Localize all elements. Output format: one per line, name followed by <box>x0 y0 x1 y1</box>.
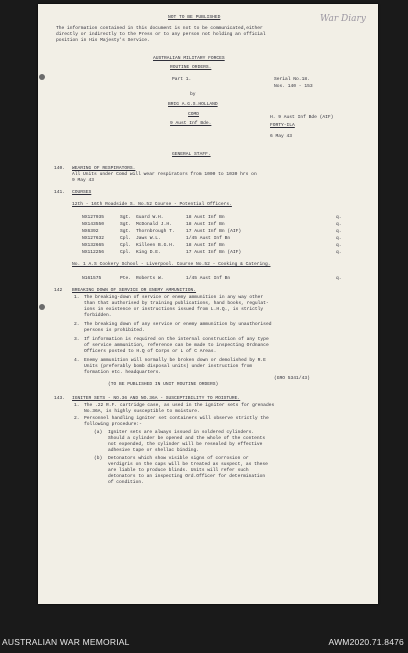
paragraph-line: Should a cylinder be opened and the whole of the contents <box>108 436 266 441</box>
part-label: Part 1. <box>172 77 192 82</box>
order-number: 142 <box>54 288 63 293</box>
paragraph-line: of condition. <box>108 480 144 485</box>
paragraph-line: If information is required on the internal construction of any type <box>84 337 269 342</box>
title-line: ROUTINE ORDERS. <box>170 65 212 70</box>
paragraph-line: persons is prohibited. <box>84 328 145 333</box>
paragraph-line: Officers posted to H.Q of Corps or L of C Areas. <box>84 349 217 354</box>
not-published-heading: NOT TO BE PUBLISHED <box>168 15 221 20</box>
order-date: 6 May 43 <box>270 134 293 139</box>
order-heading: WEARING OF RESPIRATORS. <box>72 166 136 171</box>
paragraph-line: are liable to produce blinds. Units will refer such <box>108 468 249 473</box>
commander-name: BRIG A.G.S.HOLLAND <box>168 102 218 107</box>
course-heading: No. 1 A.S Cookery School - Liverpool. Course No.52 - Cooking & Catering. <box>72 262 271 267</box>
archive-name: AUSTRALIAN WAR MEMORIAL <box>2 637 130 647</box>
paragraph-line: detonators to an inspecting Ord.Officer for determination <box>108 474 266 479</box>
order-text: All Units under Comd will wear respirators from 1000 to 1030 hrs on <box>72 172 257 177</box>
punch-hole <box>39 74 45 80</box>
brigade-name: 9 Aust Inf Bde. <box>170 121 212 126</box>
by-label: by <box>190 92 196 97</box>
locality: FORTY-ILA <box>270 123 295 128</box>
paragraph-line: formation etc. headquarters. <box>84 370 162 375</box>
paragraph-line: The .22 R.F. cartridge case, as used in the igniter sets for grenades <box>84 403 275 408</box>
notice-line: directly or indirectly to the Press or to any person not holding an official <box>56 32 266 37</box>
paragraph-line: forbidden. <box>84 313 112 318</box>
paragraph-line: of service ammunition, reference can be made to inspecting Ordnance <box>84 343 269 348</box>
order-numbers: Nos. 140 - 153 <box>274 84 313 89</box>
order-number: 140. <box>54 166 66 171</box>
course-heading: 12th - 16th Roadside S. No.52 Course - Potential Officers. <box>72 202 232 207</box>
handwritten-note: War Diary <box>320 14 366 24</box>
order-number: 143. <box>54 396 66 401</box>
paragraph-line: Personnel handling igniter set containers will observe strictly the <box>84 416 269 421</box>
order-heading: BREAKING DOWN OF SERVICE OR ENEMY AMMUNITION. <box>72 288 197 293</box>
serial-number: Serial No.18. <box>274 77 310 82</box>
paragraph-line: Units (preferably bomb disposal units) under instruction from <box>84 364 253 369</box>
paragraph-line: Igniter sets are always issued in soldered cylinders. <box>108 430 255 435</box>
archive-reference: AWM2020.71.8476 <box>328 637 404 647</box>
paragraph-line: following procedure:- <box>84 422 142 427</box>
order-heading: IGNITER SETS - NO.36 AND NO.36A - SUSCEPTIBILITY TO MOISTURE. <box>72 396 241 401</box>
punch-hole <box>39 304 45 310</box>
document-page: NOT TO BE PUBLISHED War Diary The information contained in this document is not to be communicated,either directly or indirectly to the Press or to any person not holding an official position in His Majesty's Service. AUSTRALIAN MILITARY FORCES ROUTINE ORDERS. Part 1. Serial No.18. Nos. 140 - 153 by BRIG A.G.S.HOLLAND COMD 9 Aust Inf Bde. H. 9 Aust Inf Bde (AIF) FORTY-ILA 6 May 43 GENERAL STAFF. 140. WEARING OF RESPIRATORS. All Units under Comd will wear respirators from 1000 to 1030 hrs on 9 May 43 141. COURSES 12th - 16th Roadside S. No.52 Course - Potential Officers. NX127935 Sgt. Guard W.H. 18 Aust Inf Bn q. NX143550 Sgt. McDonald J.H. 18 Aust Inf Bn q. NX6392 Sgt. Thornbrough T. 17 Aust Inf Bn (AIF) q. NX127632 Cpl. Jaws W.L. 1/45 Aust Inf Bn q. NX132665 Cpl. Killeen B.G.H. 18 Aust Inf Bn q. NX112256 Cpl. King D.E. 17 Aust Inf Bn (AIF) q. No. 1 A.S Cookery School - Liverpool. Course No.52 - Cooking & Catering. N161575 Pte. Roberts W. 1/45 Aust Inf Bn q. 142 BREAKING DOWN OF SERVICE OR ENEMY AMMUNITION. 1. The breaking-down of service or enemy ammunition in any way other than that authorised by training publications, hand books, regulat- ions in existence or instructions issued from L.H.Q., is strictly forbidden. 2. The breaking down of any service or enemy ammunition by unauthorised persons is prohibited. 3. If information is required on the internal construction of any type of service ammunition, reference can be made to inspecting Ordnance Officers posted to H.Q of Corps or L of C Areas. 4. Enemy ammunition will normally be broken down or demolished by R.E Units (preferably bomb disposal units) under instruction from formation etc. headquarters. (GRO 5341/43) (TO BE PUBLISHED IN UNIT ROUTINE ORDERS) 143. IGNITER SETS - NO.36 AND NO.36A - SUSCEPTIBILITY TO MOISTURE. 1. The .22 R.F. cartridge case, as used in the igniter sets for grenades No.36A, is highly susceptible to moisture. 2. Personnel handling igniter set containers will observe strictly the following procedure:- (a) Igniter sets are always issued in soldered cylinders. Should a cylinder be opened and the whole of the contents not expended, the cylinder will be resealed by effective adhesive tape or shellac binding. (b) Detonators which show visible signs of corrosion or verdigris on the caps will be treated as suspect, as these are liable to produce blinds. Units will refer such detonators to an inspecting Ord.Officer for determination of condition. <box>38 4 378 604</box>
paragraph-line: ions in existence or instructions issued from L.H.Q., is strictly <box>84 307 264 312</box>
publish-note: (TO BE PUBLISHED IN UNIT ROUTINE ORDERS) <box>108 382 219 387</box>
paragraph-line: Detonators which show visible signs of corrosion or <box>108 456 249 461</box>
commander-role: COMD <box>188 112 200 117</box>
headquarters: H. 9 Aust Inf Bde (AIF) <box>270 115 334 120</box>
paragraph-line: Enemy ammunition will normally be broken down or demolished by R.E <box>84 358 266 363</box>
paragraph-line: The breaking down of any service or enemy ammunition by unauthorised <box>84 322 272 327</box>
paragraph-line: than that authorised by training publications, hand books, regulat- <box>84 301 269 306</box>
paragraph-line: No.36A, is highly susceptible to moisture. <box>84 409 200 414</box>
order-number: 141. <box>54 190 66 195</box>
notice-line: position in His Majesty's Service. <box>56 38 150 43</box>
paragraph-line: not expended, the cylinder will be resealed by effective <box>108 442 263 447</box>
paragraph-line: The breaking-down of service or enemy ammunition in any way other <box>84 295 264 300</box>
reference: (GRO 5341/43) <box>274 376 310 381</box>
section-heading: GENERAL STAFF. <box>172 152 211 157</box>
title-line: AUSTRALIAN MILITARY FORCES <box>153 56 225 61</box>
archive-footer <box>0 612 408 653</box>
order-heading: COURSES <box>72 190 92 195</box>
notice-line: The information contained in this document is not to be communicated,either <box>56 26 263 31</box>
paragraph-line: verdigris on the caps will be treated as suspect, as these <box>108 462 268 467</box>
paragraph-line: adhesive tape or shellac binding. <box>108 448 199 453</box>
order-text: 9 May 43 <box>72 178 95 183</box>
